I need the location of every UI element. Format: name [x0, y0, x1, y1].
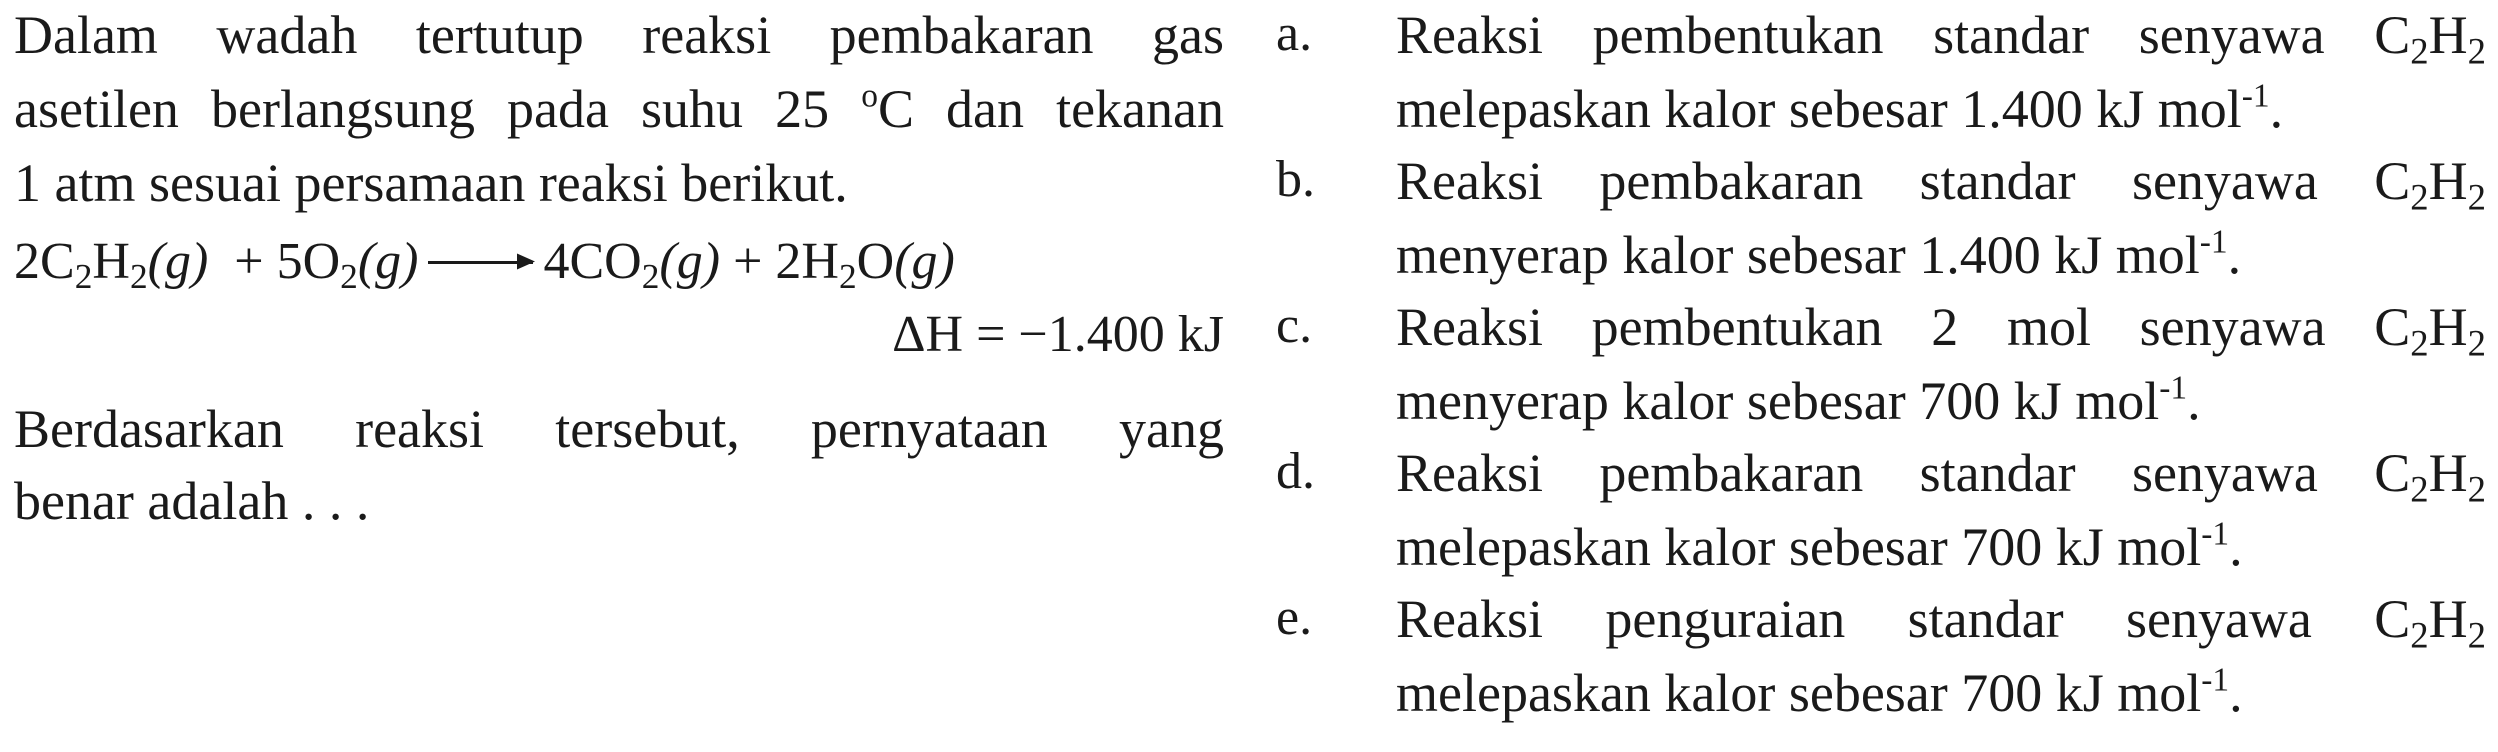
eq-sub: 2 — [340, 255, 358, 296]
question-line-2: benar adalah . . . — [14, 471, 370, 531]
option-line-1-text: Reaksi penguraian standar senyawa C — [1396, 589, 2411, 649]
option-letter: c. — [1276, 297, 1313, 354]
option-line-1-text: Reaksi pembakaran standar senyawa C — [1396, 151, 2411, 211]
option-text — [1396, 150, 2486, 286]
option-text — [1396, 296, 2486, 432]
eq-term: + 2H — [733, 233, 839, 290]
option-line-2-text: menyerap kalor sebesar 700 kJ mol — [1396, 371, 2160, 431]
eq-sub: 2 — [641, 255, 660, 296]
eq-term: O — [856, 233, 895, 290]
option-line-2 — [1396, 662, 2486, 724]
reaction-arrow-icon — [428, 261, 533, 264]
formula-sub: 2 — [2467, 322, 2486, 364]
eq-term: + 5O — [234, 233, 341, 290]
exponent: -1 — [2199, 223, 2228, 261]
option-line-2-text: menyerap kalor sebesar 1.400 kJ mol — [1396, 225, 2200, 285]
degree-symbol: o — [861, 77, 878, 115]
option-line-1 — [1396, 296, 2486, 364]
stem-line-2-text-end: C dan tekanan — [877, 79, 1224, 139]
stem-line-1: Dalam wadah tertutup reaksi pembakaran gas — [14, 5, 1224, 65]
option-line-2-text: melepaskan kalor sebesar 700 kJ mol — [1396, 663, 2202, 723]
formula-h: H — [2428, 5, 2468, 65]
option-letter: b. — [1276, 151, 1315, 208]
option-line-1-text: Reaksi pembentukan 2 mol senyawa C — [1396, 297, 2411, 357]
eq-term: 2C — [14, 233, 75, 290]
option-text — [1396, 442, 2486, 578]
option-line-1 — [1396, 4, 2486, 72]
formula-sub: 2 — [2410, 30, 2429, 72]
option-letter: a. — [1276, 5, 1313, 62]
chemical-equation — [14, 232, 955, 296]
question-line-1: Berdasarkan reaksi tersebut, pernyataan yang — [14, 399, 1224, 459]
eq-sub: 2 — [838, 255, 857, 296]
formula-sub: 2 — [2410, 176, 2429, 218]
period: . — [2269, 79, 2284, 139]
option-text — [1396, 588, 2486, 724]
stem-line-2 — [14, 78, 1224, 140]
eq-sub: 2 — [74, 255, 93, 296]
period: . — [2227, 225, 2242, 285]
option-text — [1396, 4, 2486, 140]
formula-sub: 2 — [2410, 468, 2429, 510]
option-line-2 — [1396, 224, 2486, 286]
option-line-1 — [1396, 442, 2486, 510]
option-letter: d. — [1276, 443, 1315, 500]
formula-h: H — [2428, 297, 2468, 357]
eq-term: H — [92, 233, 130, 290]
exponent: -1 — [2201, 661, 2230, 699]
eq-state: (g) — [659, 233, 721, 290]
stem-line-3: 1 atm sesuai persamaan reaksi berikut. — [14, 153, 848, 213]
formula-sub: 2 — [2410, 614, 2429, 656]
option-line-1 — [1396, 588, 2486, 656]
stem-line-2-text: asetilen berlangsung pada suhu 25 — [14, 79, 862, 139]
option-letter: e. — [1276, 589, 1313, 646]
option-line-2 — [1396, 516, 2486, 578]
formula-h: H — [2428, 589, 2468, 649]
option-line-2 — [1396, 78, 2486, 140]
enthalpy-change: ΔH = −1.400 kJ — [892, 306, 1224, 363]
exponent: -1 — [2159, 369, 2188, 407]
option-line-2 — [1396, 370, 2486, 432]
option-line-2-text: melepaskan kalor sebesar 700 kJ mol — [1396, 517, 2202, 577]
period: . — [2229, 517, 2243, 577]
exponent: -1 — [2241, 77, 2270, 115]
exponent: -1 — [2201, 515, 2230, 553]
eq-term: 4CO — [543, 233, 642, 290]
formula-h: H — [2428, 443, 2468, 503]
option-line-1 — [1396, 150, 2486, 218]
formula-h: H — [2428, 151, 2468, 211]
option-line-2-text: melepaskan kalor sebesar 1.400 kJ mol — [1396, 79, 2242, 139]
option-line-1-text: Reaksi pembakaran standar senyawa C — [1396, 443, 2411, 503]
eq-sub: 2 — [129, 255, 148, 296]
eq-state: (g) — [894, 233, 955, 290]
formula-sub: 2 — [2467, 614, 2486, 656]
option-line-1-text: Reaksi pembentukan standar senyawa C — [1396, 5, 2411, 65]
formula-sub: 2 — [2467, 468, 2486, 510]
formula-sub: 2 — [2467, 176, 2486, 218]
eq-state: (g) — [147, 233, 209, 290]
formula-sub: 2 — [2467, 30, 2486, 72]
period: . — [2229, 663, 2243, 723]
eq-state: (g) — [357, 233, 419, 290]
formula-sub: 2 — [2410, 322, 2429, 364]
period: . — [2187, 371, 2201, 431]
